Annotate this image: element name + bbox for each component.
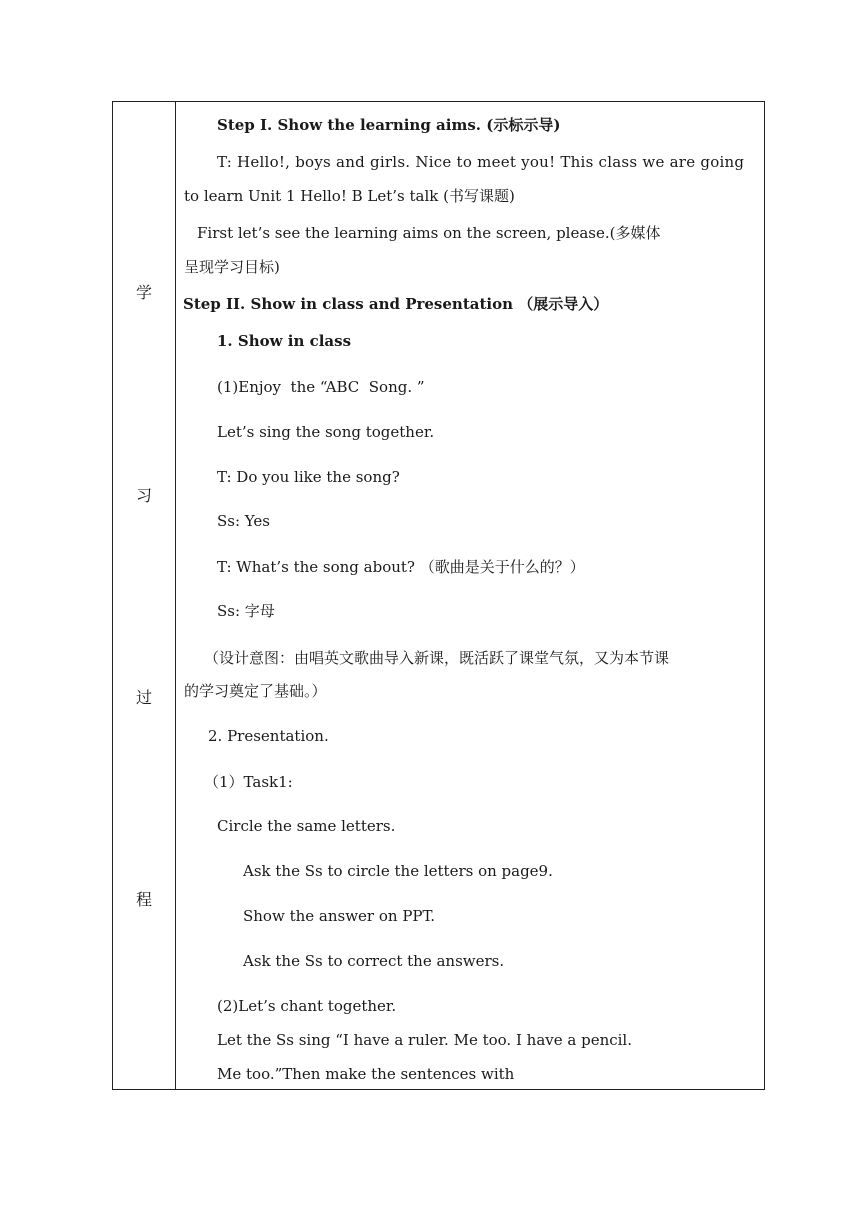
text-line: Show the answer on PPT. (243, 907, 436, 925)
side-label-xi: 习 (135, 486, 152, 505)
text-line: T: Hello!, boys and girls. Nice to meet you! This class we are going (217, 153, 745, 171)
text-line: T: What’s the song about? （歌曲是关于什么的？） (217, 558, 585, 576)
text-line: （设计意图：由唱英文歌曲导入新课，既活跃了课堂气氛，又为本节课 (204, 649, 670, 667)
step-one-heading: Step I. Show the learning aims. (示标示导) (217, 116, 561, 134)
text-line: Circle the same letters. (217, 817, 396, 835)
column-divider (175, 102, 176, 1089)
text-line: (2)Let’s chant together. (217, 997, 397, 1015)
step-two-heading: Step II. Show in class and Presentation （展示导入） (183, 295, 609, 313)
text-line: 的学习奠定了基础。） (184, 682, 327, 700)
text-line: Let the Ss sing “I have a ruler. Me too. I have a pencil. (217, 1031, 632, 1049)
text-line: Let’s sing the song together. (217, 423, 435, 441)
side-label-guo: 过 (135, 688, 152, 707)
text-line: First let’s see the learning aims on the screen, please.(多媒体 (197, 224, 661, 242)
text-line: (1)Enjoy the “ABC Song. ” (217, 378, 425, 396)
text-line: Me too.”Then make the sentences with (217, 1065, 515, 1083)
text-line: Ss: 字母 (217, 602, 275, 620)
text-line: Ask the Ss to correct the answers. (243, 952, 505, 970)
text-line: T: Do you like the song? (217, 468, 400, 486)
text-line: Ss: Yes (217, 512, 270, 530)
text-line: 呈现学习目标) (184, 258, 280, 276)
text-line: Ask the Ss to circle the letters on page9. (243, 862, 553, 880)
side-label-xue: 学 (135, 283, 152, 302)
lesson-table (112, 101, 765, 1090)
text-line: （1）Task1: (204, 773, 293, 791)
text-line: to learn Unit 1 Hello! B Let’s talk (书写课题) (184, 187, 515, 205)
section-heading: 1. Show in class (217, 332, 352, 350)
text-line: 2. Presentation. (208, 727, 329, 745)
side-label-cheng: 程 (135, 890, 152, 909)
